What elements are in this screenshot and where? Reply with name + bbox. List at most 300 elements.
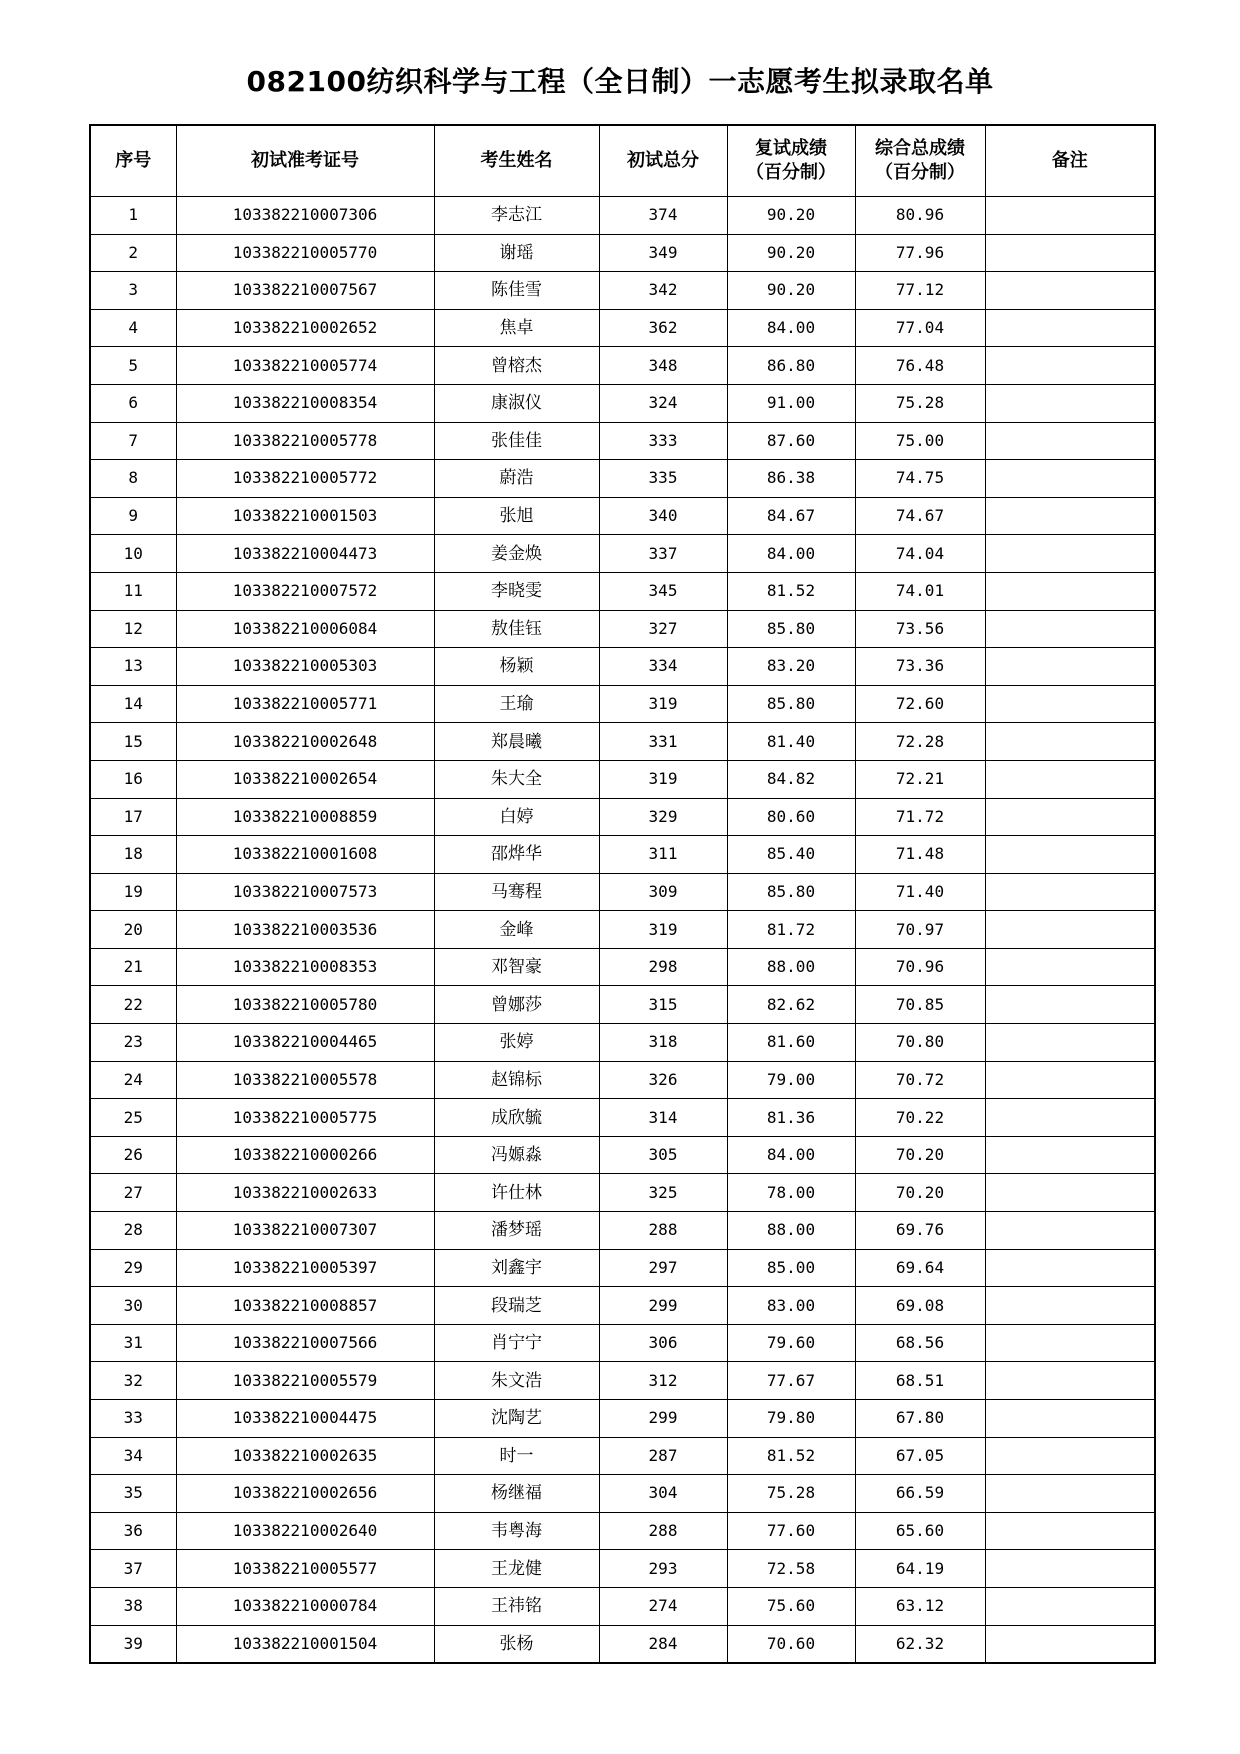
table-row bbox=[90, 1437, 1155, 1475]
exam-id-cell: 103382210002640 bbox=[176, 1512, 434, 1550]
remark-cell bbox=[985, 234, 1155, 272]
remark-cell bbox=[985, 422, 1155, 460]
seq-cell: 3 bbox=[90, 272, 176, 310]
name-cell: 张旭 bbox=[434, 497, 599, 535]
table-row bbox=[90, 1212, 1155, 1250]
seq-cell: 4 bbox=[90, 309, 176, 347]
retest-score-cell: 84.00 bbox=[727, 535, 855, 573]
remark-cell bbox=[985, 1400, 1155, 1438]
name-cell: 杨颖 bbox=[434, 648, 599, 686]
initial-score-cell: 284 bbox=[599, 1625, 727, 1663]
exam-id-cell: 103382210005771 bbox=[176, 685, 434, 723]
table-row bbox=[90, 1061, 1155, 1099]
name-cell: 沈陶艺 bbox=[434, 1400, 599, 1438]
seq-cell: 39 bbox=[90, 1625, 176, 1663]
header-cell bbox=[176, 125, 434, 197]
header-cell bbox=[985, 125, 1155, 197]
exam-id-cell: 103382210005303 bbox=[176, 648, 434, 686]
seq-cell: 16 bbox=[90, 760, 176, 798]
total-score-cell: 70.20 bbox=[855, 1136, 985, 1174]
remark-cell bbox=[985, 798, 1155, 836]
total-score-cell: 70.72 bbox=[855, 1061, 985, 1099]
remark-cell bbox=[985, 610, 1155, 648]
header-sublabel: （百分制） bbox=[746, 162, 836, 183]
initial-score-cell: 331 bbox=[599, 723, 727, 761]
total-score-cell: 71.48 bbox=[855, 836, 985, 874]
seq-cell: 29 bbox=[90, 1249, 176, 1287]
table-row bbox=[90, 873, 1155, 911]
initial-score-cell: 311 bbox=[599, 836, 727, 874]
retest-score-cell: 85.80 bbox=[727, 685, 855, 723]
table-row bbox=[90, 422, 1155, 460]
retest-score-cell: 77.60 bbox=[727, 1512, 855, 1550]
total-score-cell: 70.85 bbox=[855, 986, 985, 1024]
exam-id-cell: 103382210008859 bbox=[176, 798, 434, 836]
table-row bbox=[90, 1024, 1155, 1062]
initial-score-cell: 349 bbox=[599, 234, 727, 272]
exam-id-cell: 103382210008857 bbox=[176, 1287, 434, 1325]
table-row bbox=[90, 272, 1155, 310]
seq-cell: 12 bbox=[90, 610, 176, 648]
exam-id-cell: 103382210000266 bbox=[176, 1136, 434, 1174]
remark-cell bbox=[985, 1212, 1155, 1250]
total-score-cell: 80.96 bbox=[855, 197, 985, 235]
table-row bbox=[90, 347, 1155, 385]
name-cell: 段瑞芝 bbox=[434, 1287, 599, 1325]
remark-cell bbox=[985, 497, 1155, 535]
total-score-cell: 75.00 bbox=[855, 422, 985, 460]
table-row bbox=[90, 1324, 1155, 1362]
remark-cell bbox=[985, 1625, 1155, 1663]
retest-score-cell: 87.60 bbox=[727, 422, 855, 460]
initial-score-cell: 374 bbox=[599, 197, 727, 235]
header-label: 复试成绩 bbox=[755, 138, 827, 159]
name-cell: 蔚浩 bbox=[434, 460, 599, 498]
name-cell: 杨继福 bbox=[434, 1475, 599, 1513]
remark-cell bbox=[985, 384, 1155, 422]
initial-score-cell: 333 bbox=[599, 422, 727, 460]
name-cell: 张婷 bbox=[434, 1024, 599, 1062]
initial-score-cell: 304 bbox=[599, 1475, 727, 1513]
seq-cell: 7 bbox=[90, 422, 176, 460]
exam-id-cell: 103382210006084 bbox=[176, 610, 434, 648]
remark-cell bbox=[985, 873, 1155, 911]
seq-cell: 2 bbox=[90, 234, 176, 272]
exam-id-cell: 103382210007566 bbox=[176, 1324, 434, 1362]
retest-score-cell: 90.20 bbox=[727, 197, 855, 235]
header-cell bbox=[434, 125, 599, 197]
seq-cell: 27 bbox=[90, 1174, 176, 1212]
table-row bbox=[90, 1099, 1155, 1137]
table-row bbox=[90, 1625, 1155, 1663]
total-score-cell: 68.51 bbox=[855, 1362, 985, 1400]
initial-score-cell: 288 bbox=[599, 1512, 727, 1550]
header-cell bbox=[90, 125, 176, 197]
retest-score-cell: 79.00 bbox=[727, 1061, 855, 1099]
total-score-cell: 70.20 bbox=[855, 1174, 985, 1212]
initial-score-cell: 335 bbox=[599, 460, 727, 498]
name-cell: 康淑仪 bbox=[434, 384, 599, 422]
total-score-cell: 67.80 bbox=[855, 1400, 985, 1438]
seq-cell: 8 bbox=[90, 460, 176, 498]
retest-score-cell: 90.20 bbox=[727, 272, 855, 310]
header-cell bbox=[599, 125, 727, 197]
table-row bbox=[90, 760, 1155, 798]
name-cell: 邓智豪 bbox=[434, 948, 599, 986]
remark-cell bbox=[985, 535, 1155, 573]
total-score-cell: 73.56 bbox=[855, 610, 985, 648]
seq-cell: 34 bbox=[90, 1437, 176, 1475]
table-row bbox=[90, 610, 1155, 648]
exam-id-cell: 103382210004465 bbox=[176, 1024, 434, 1062]
remark-cell bbox=[985, 1249, 1155, 1287]
table-row bbox=[90, 1287, 1155, 1325]
table-row bbox=[90, 1362, 1155, 1400]
seq-cell: 13 bbox=[90, 648, 176, 686]
seq-cell: 37 bbox=[90, 1550, 176, 1588]
header-label: 初试总分 bbox=[627, 150, 699, 171]
initial-score-cell: 362 bbox=[599, 309, 727, 347]
table-row bbox=[90, 1475, 1155, 1513]
retest-score-cell: 79.60 bbox=[727, 1324, 855, 1362]
retest-score-cell: 84.00 bbox=[727, 309, 855, 347]
initial-score-cell: 319 bbox=[599, 911, 727, 949]
initial-score-cell: 340 bbox=[599, 497, 727, 535]
initial-score-cell: 309 bbox=[599, 873, 727, 911]
table-row bbox=[90, 1174, 1155, 1212]
exam-id-cell: 103382210002648 bbox=[176, 723, 434, 761]
exam-id-cell: 103382210005577 bbox=[176, 1550, 434, 1588]
seq-cell: 17 bbox=[90, 798, 176, 836]
name-cell: 刘鑫宇 bbox=[434, 1249, 599, 1287]
remark-cell bbox=[985, 685, 1155, 723]
total-score-cell: 62.32 bbox=[855, 1625, 985, 1663]
retest-score-cell: 84.67 bbox=[727, 497, 855, 535]
exam-id-cell: 103382210008353 bbox=[176, 948, 434, 986]
remark-cell bbox=[985, 1136, 1155, 1174]
seq-cell: 26 bbox=[90, 1136, 176, 1174]
exam-id-cell: 103382210007306 bbox=[176, 197, 434, 235]
table-row bbox=[90, 197, 1155, 235]
name-cell: 焦卓 bbox=[434, 309, 599, 347]
exam-id-cell: 103382210002656 bbox=[176, 1475, 434, 1513]
remark-cell bbox=[985, 347, 1155, 385]
name-cell: 张杨 bbox=[434, 1625, 599, 1663]
initial-score-cell: 315 bbox=[599, 986, 727, 1024]
remark-cell bbox=[985, 272, 1155, 310]
total-score-cell: 71.72 bbox=[855, 798, 985, 836]
total-score-cell: 67.05 bbox=[855, 1437, 985, 1475]
seq-cell: 38 bbox=[90, 1587, 176, 1625]
initial-score-cell: 345 bbox=[599, 572, 727, 610]
total-score-cell: 65.60 bbox=[855, 1512, 985, 1550]
seq-cell: 22 bbox=[90, 986, 176, 1024]
retest-score-cell: 70.60 bbox=[727, 1625, 855, 1663]
initial-score-cell: 319 bbox=[599, 685, 727, 723]
seq-cell: 31 bbox=[90, 1324, 176, 1362]
retest-score-cell: 81.52 bbox=[727, 1437, 855, 1475]
initial-score-cell: 298 bbox=[599, 948, 727, 986]
initial-score-cell: 348 bbox=[599, 347, 727, 385]
seq-cell: 35 bbox=[90, 1475, 176, 1513]
header-label: 序号 bbox=[115, 150, 152, 171]
name-cell: 郑晨曦 bbox=[434, 723, 599, 761]
table-row bbox=[90, 384, 1155, 422]
remark-cell bbox=[985, 836, 1155, 874]
table-row bbox=[90, 1136, 1155, 1174]
initial-score-cell: 325 bbox=[599, 1174, 727, 1212]
name-cell: 时一 bbox=[434, 1437, 599, 1475]
total-score-cell: 71.40 bbox=[855, 873, 985, 911]
total-score-cell: 64.19 bbox=[855, 1550, 985, 1588]
initial-score-cell: 319 bbox=[599, 760, 727, 798]
total-score-cell: 74.01 bbox=[855, 572, 985, 610]
initial-score-cell: 288 bbox=[599, 1212, 727, 1250]
initial-score-cell: 299 bbox=[599, 1287, 727, 1325]
remark-cell bbox=[985, 1512, 1155, 1550]
remark-cell bbox=[985, 760, 1155, 798]
name-cell: 王龙健 bbox=[434, 1550, 599, 1588]
seq-cell: 30 bbox=[90, 1287, 176, 1325]
exam-id-cell: 103382210001504 bbox=[176, 1625, 434, 1663]
total-score-cell: 68.56 bbox=[855, 1324, 985, 1362]
total-score-cell: 75.28 bbox=[855, 384, 985, 422]
name-cell: 冯嫄淼 bbox=[434, 1136, 599, 1174]
page-title: 082100纺织科学与工程（全日制）一志愿考生拟录取名单 bbox=[246, 65, 994, 98]
exam-id-cell: 103382210007573 bbox=[176, 873, 434, 911]
seq-cell: 36 bbox=[90, 1512, 176, 1550]
table-row bbox=[90, 1400, 1155, 1438]
table-body bbox=[90, 197, 1155, 1664]
table-row bbox=[90, 723, 1155, 761]
retest-score-cell: 82.62 bbox=[727, 986, 855, 1024]
seq-cell: 23 bbox=[90, 1024, 176, 1062]
total-score-cell: 77.12 bbox=[855, 272, 985, 310]
remark-cell bbox=[985, 197, 1155, 235]
remark-cell bbox=[985, 911, 1155, 949]
exam-id-cell: 103382210004473 bbox=[176, 535, 434, 573]
remark-cell bbox=[985, 648, 1155, 686]
table-row bbox=[90, 1512, 1155, 1550]
total-score-cell: 69.08 bbox=[855, 1287, 985, 1325]
seq-cell: 15 bbox=[90, 723, 176, 761]
retest-score-cell: 81.40 bbox=[727, 723, 855, 761]
initial-score-cell: 327 bbox=[599, 610, 727, 648]
remark-cell bbox=[985, 1099, 1155, 1137]
total-score-cell: 69.76 bbox=[855, 1212, 985, 1250]
initial-score-cell: 287 bbox=[599, 1437, 727, 1475]
name-cell: 白婷 bbox=[434, 798, 599, 836]
exam-id-cell: 103382210005775 bbox=[176, 1099, 434, 1137]
retest-score-cell: 85.80 bbox=[727, 873, 855, 911]
retest-score-cell: 79.80 bbox=[727, 1400, 855, 1438]
remark-cell bbox=[985, 1475, 1155, 1513]
name-cell: 敖佳钰 bbox=[434, 610, 599, 648]
initial-score-cell: 274 bbox=[599, 1587, 727, 1625]
initial-score-cell: 318 bbox=[599, 1024, 727, 1062]
name-cell: 韦粤海 bbox=[434, 1512, 599, 1550]
remark-cell bbox=[985, 948, 1155, 986]
name-cell: 金峰 bbox=[434, 911, 599, 949]
remark-cell bbox=[985, 460, 1155, 498]
header-label: 综合总成绩 bbox=[875, 138, 965, 159]
retest-score-cell: 81.36 bbox=[727, 1099, 855, 1137]
total-score-cell: 72.21 bbox=[855, 760, 985, 798]
table-row bbox=[90, 648, 1155, 686]
retest-score-cell: 81.52 bbox=[727, 572, 855, 610]
remark-cell bbox=[985, 1324, 1155, 1362]
exam-id-cell: 103382210005772 bbox=[176, 460, 434, 498]
total-score-cell: 76.48 bbox=[855, 347, 985, 385]
name-cell: 李晓雯 bbox=[434, 572, 599, 610]
table-row bbox=[90, 948, 1155, 986]
initial-score-cell: 342 bbox=[599, 272, 727, 310]
exam-id-cell: 103382210007307 bbox=[176, 1212, 434, 1250]
total-score-cell: 74.04 bbox=[855, 535, 985, 573]
table-row bbox=[90, 309, 1155, 347]
initial-score-cell: 293 bbox=[599, 1550, 727, 1588]
table-row bbox=[90, 798, 1155, 836]
header-label: 初试准考证号 bbox=[251, 150, 359, 171]
exam-id-cell: 103382210008354 bbox=[176, 384, 434, 422]
table-row bbox=[90, 1587, 1155, 1625]
exam-id-cell: 103382210002652 bbox=[176, 309, 434, 347]
exam-id-cell: 103382210005778 bbox=[176, 422, 434, 460]
remark-cell bbox=[985, 723, 1155, 761]
retest-score-cell: 83.20 bbox=[727, 648, 855, 686]
retest-score-cell: 77.67 bbox=[727, 1362, 855, 1400]
total-score-cell: 70.22 bbox=[855, 1099, 985, 1137]
header-row bbox=[90, 125, 1155, 197]
seq-cell: 18 bbox=[90, 836, 176, 874]
remark-cell bbox=[985, 1287, 1155, 1325]
seq-cell: 25 bbox=[90, 1099, 176, 1137]
name-cell: 朱大全 bbox=[434, 760, 599, 798]
total-score-cell: 70.97 bbox=[855, 911, 985, 949]
remark-cell bbox=[985, 1437, 1155, 1475]
name-cell: 曾榕杰 bbox=[434, 347, 599, 385]
header-label: 考生姓名 bbox=[480, 150, 553, 171]
initial-score-cell: 297 bbox=[599, 1249, 727, 1287]
total-score-cell: 77.96 bbox=[855, 234, 985, 272]
name-cell: 成欣毓 bbox=[434, 1099, 599, 1137]
table-row bbox=[90, 1249, 1155, 1287]
retest-score-cell: 81.72 bbox=[727, 911, 855, 949]
seq-cell: 19 bbox=[90, 873, 176, 911]
remark-cell bbox=[985, 1362, 1155, 1400]
exam-id-cell: 103382210001608 bbox=[176, 836, 434, 874]
total-score-cell: 74.67 bbox=[855, 497, 985, 535]
total-score-cell: 63.12 bbox=[855, 1587, 985, 1625]
exam-id-cell: 103382210005770 bbox=[176, 234, 434, 272]
seq-cell: 10 bbox=[90, 535, 176, 573]
seq-cell: 14 bbox=[90, 685, 176, 723]
name-cell: 张佳佳 bbox=[434, 422, 599, 460]
total-score-cell: 66.59 bbox=[855, 1475, 985, 1513]
name-cell: 朱文浩 bbox=[434, 1362, 599, 1400]
retest-score-cell: 80.60 bbox=[727, 798, 855, 836]
retest-score-cell: 75.28 bbox=[727, 1475, 855, 1513]
retest-score-cell: 86.80 bbox=[727, 347, 855, 385]
name-cell: 曾娜莎 bbox=[434, 986, 599, 1024]
name-cell: 马骞程 bbox=[434, 873, 599, 911]
name-cell: 李志江 bbox=[434, 197, 599, 235]
exam-id-cell: 103382210002654 bbox=[176, 760, 434, 798]
exam-id-cell: 103382210005780 bbox=[176, 986, 434, 1024]
name-cell: 王瑜 bbox=[434, 685, 599, 723]
retest-score-cell: 78.00 bbox=[727, 1174, 855, 1212]
table-row bbox=[90, 460, 1155, 498]
retest-score-cell: 83.00 bbox=[727, 1287, 855, 1325]
initial-score-cell: 326 bbox=[599, 1061, 727, 1099]
name-cell: 肖宁宁 bbox=[434, 1324, 599, 1362]
table-row bbox=[90, 234, 1155, 272]
retest-score-cell: 85.80 bbox=[727, 610, 855, 648]
name-cell: 潘梦瑶 bbox=[434, 1212, 599, 1250]
admission-table bbox=[89, 124, 1156, 1664]
seq-cell: 6 bbox=[90, 384, 176, 422]
retest-score-cell: 88.00 bbox=[727, 1212, 855, 1250]
exam-id-cell: 103382210005397 bbox=[176, 1249, 434, 1287]
seq-cell: 5 bbox=[90, 347, 176, 385]
retest-score-cell: 72.58 bbox=[727, 1550, 855, 1588]
initial-score-cell: 299 bbox=[599, 1400, 727, 1438]
exam-id-cell: 103382210007572 bbox=[176, 572, 434, 610]
exam-id-cell: 103382210007567 bbox=[176, 272, 434, 310]
table-row bbox=[90, 685, 1155, 723]
total-score-cell: 77.04 bbox=[855, 309, 985, 347]
retest-score-cell: 85.40 bbox=[727, 836, 855, 874]
header-sublabel: （百分制） bbox=[875, 162, 965, 183]
seq-cell: 32 bbox=[90, 1362, 176, 1400]
seq-cell: 33 bbox=[90, 1400, 176, 1438]
retest-score-cell: 86.38 bbox=[727, 460, 855, 498]
initial-score-cell: 324 bbox=[599, 384, 727, 422]
remark-cell bbox=[985, 1587, 1155, 1625]
seq-cell: 20 bbox=[90, 911, 176, 949]
table-row bbox=[90, 572, 1155, 610]
table-row bbox=[90, 911, 1155, 949]
total-score-cell: 70.96 bbox=[855, 948, 985, 986]
initial-score-cell: 306 bbox=[599, 1324, 727, 1362]
remark-cell bbox=[985, 1174, 1155, 1212]
retest-score-cell: 88.00 bbox=[727, 948, 855, 986]
remark-cell bbox=[985, 1061, 1155, 1099]
seq-cell: 9 bbox=[90, 497, 176, 535]
remark-cell bbox=[985, 1024, 1155, 1062]
initial-score-cell: 314 bbox=[599, 1099, 727, 1137]
header-cell bbox=[855, 125, 985, 197]
remark-cell bbox=[985, 309, 1155, 347]
total-score-cell: 72.28 bbox=[855, 723, 985, 761]
header-label: 备注 bbox=[1051, 150, 1088, 171]
name-cell: 邵烨华 bbox=[434, 836, 599, 874]
initial-score-cell: 305 bbox=[599, 1136, 727, 1174]
total-score-cell: 73.36 bbox=[855, 648, 985, 686]
total-score-cell: 69.64 bbox=[855, 1249, 985, 1287]
total-score-cell: 72.60 bbox=[855, 685, 985, 723]
initial-score-cell: 329 bbox=[599, 798, 727, 836]
header-cell bbox=[727, 125, 855, 197]
table-row bbox=[90, 1550, 1155, 1588]
exam-id-cell: 103382210000784 bbox=[176, 1587, 434, 1625]
seq-cell: 11 bbox=[90, 572, 176, 610]
exam-id-cell: 103382210002633 bbox=[176, 1174, 434, 1212]
retest-score-cell: 81.60 bbox=[727, 1024, 855, 1062]
remark-cell bbox=[985, 986, 1155, 1024]
remark-cell bbox=[985, 572, 1155, 610]
remark-cell bbox=[985, 1550, 1155, 1588]
